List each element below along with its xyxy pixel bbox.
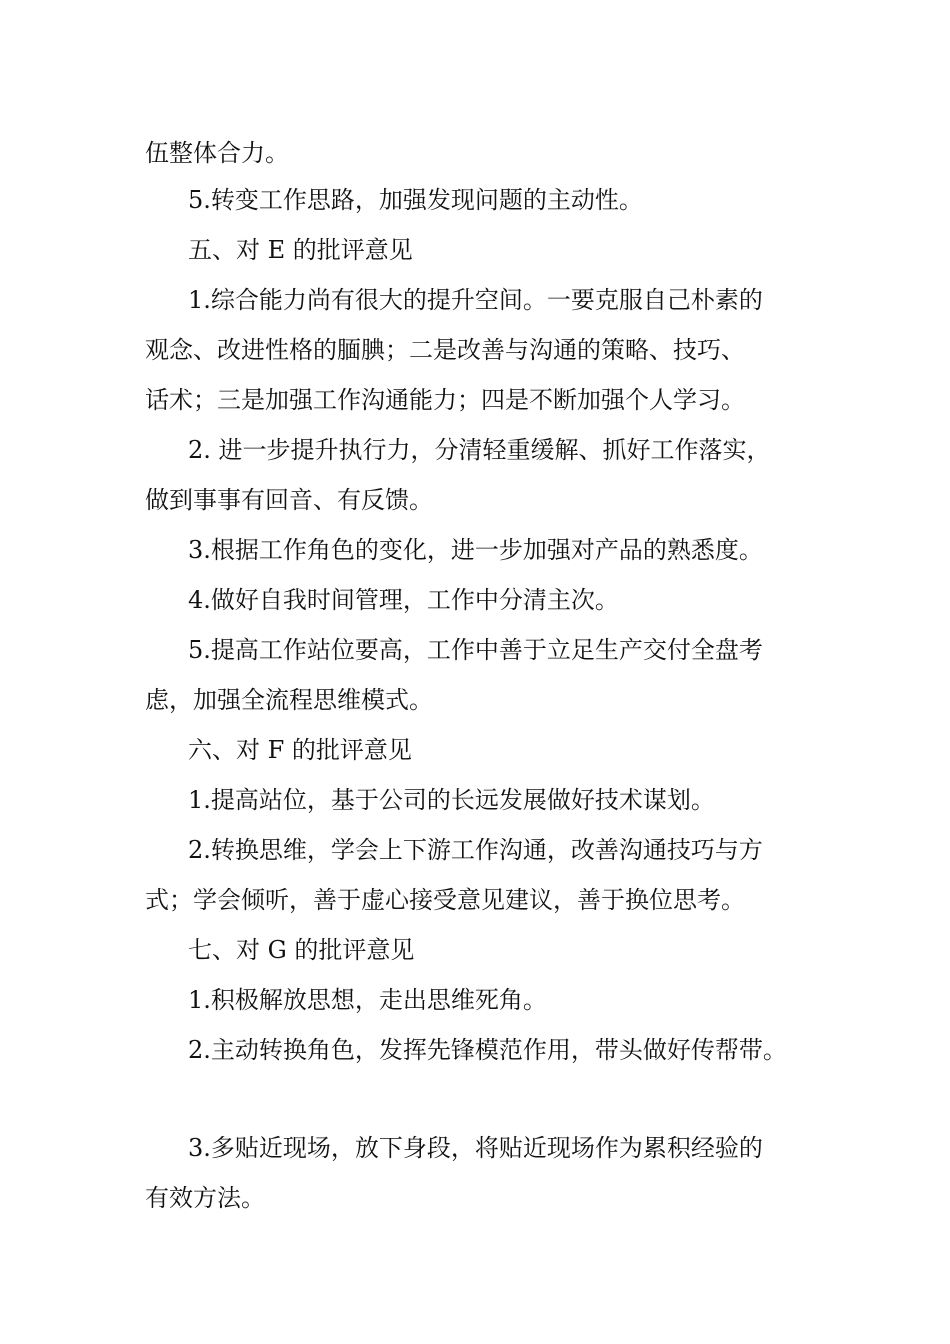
list-item-continuation: 观念、改进性格的腼腆；二是改善与沟通的策略、技巧、 (145, 336, 745, 364)
list-item: 3.根据工作角色的变化，进一步加强对产品的熟悉度。 (188, 536, 763, 564)
list-item: 2. 进一步提升执行力，分清轻重缓解、抓好工作落实， (188, 436, 771, 464)
section-heading: 五、对 E 的批评意见 (188, 236, 413, 264)
list-item-continuation: 做到事事有回音、有反馈。 (145, 486, 433, 514)
list-item: 5.提高工作站位要高，工作中善于立足生产交付全盘考 (188, 636, 763, 664)
section-heading: 七、对 G 的批评意见 (188, 936, 415, 964)
section-heading: 六、对 F 的批评意见 (188, 736, 412, 764)
paragraph-continuation: 伍整体合力。 (145, 139, 289, 167)
list-item: 2.转换思维，学会上下游工作沟通，改善沟通技巧与方 (188, 836, 763, 864)
list-item: 4.做好自我时间管理，工作中分清主次。 (188, 586, 619, 614)
list-item-continuation: 式；学会倾听，善于虚心接受意见建议，善于换位思考。 (145, 886, 745, 914)
list-item-continuation: 虑，加强全流程思维模式。 (145, 686, 433, 714)
list-item: 5.转变工作思路，加强发现问题的主动性。 (188, 186, 643, 214)
list-item: 1.积极解放思想，走出思维死角。 (188, 986, 547, 1014)
list-item-continuation: 话术；三是加强工作沟通能力；四是不断加强个人学习。 (145, 386, 745, 414)
list-item: 3.多贴近现场，放下身段，将贴近现场作为累积经验的 (188, 1134, 763, 1162)
list-item: 2.主动转换角色，发挥先锋模范作用，带头做好传帮带。 (188, 1036, 787, 1064)
list-item-continuation: 有效方法。 (145, 1184, 265, 1212)
list-item: 1.提高站位，基于公司的长远发展做好技术谋划。 (188, 786, 715, 814)
list-item: 1.综合能力尚有很大的提升空间。一要克服自己朴素的 (188, 286, 763, 314)
